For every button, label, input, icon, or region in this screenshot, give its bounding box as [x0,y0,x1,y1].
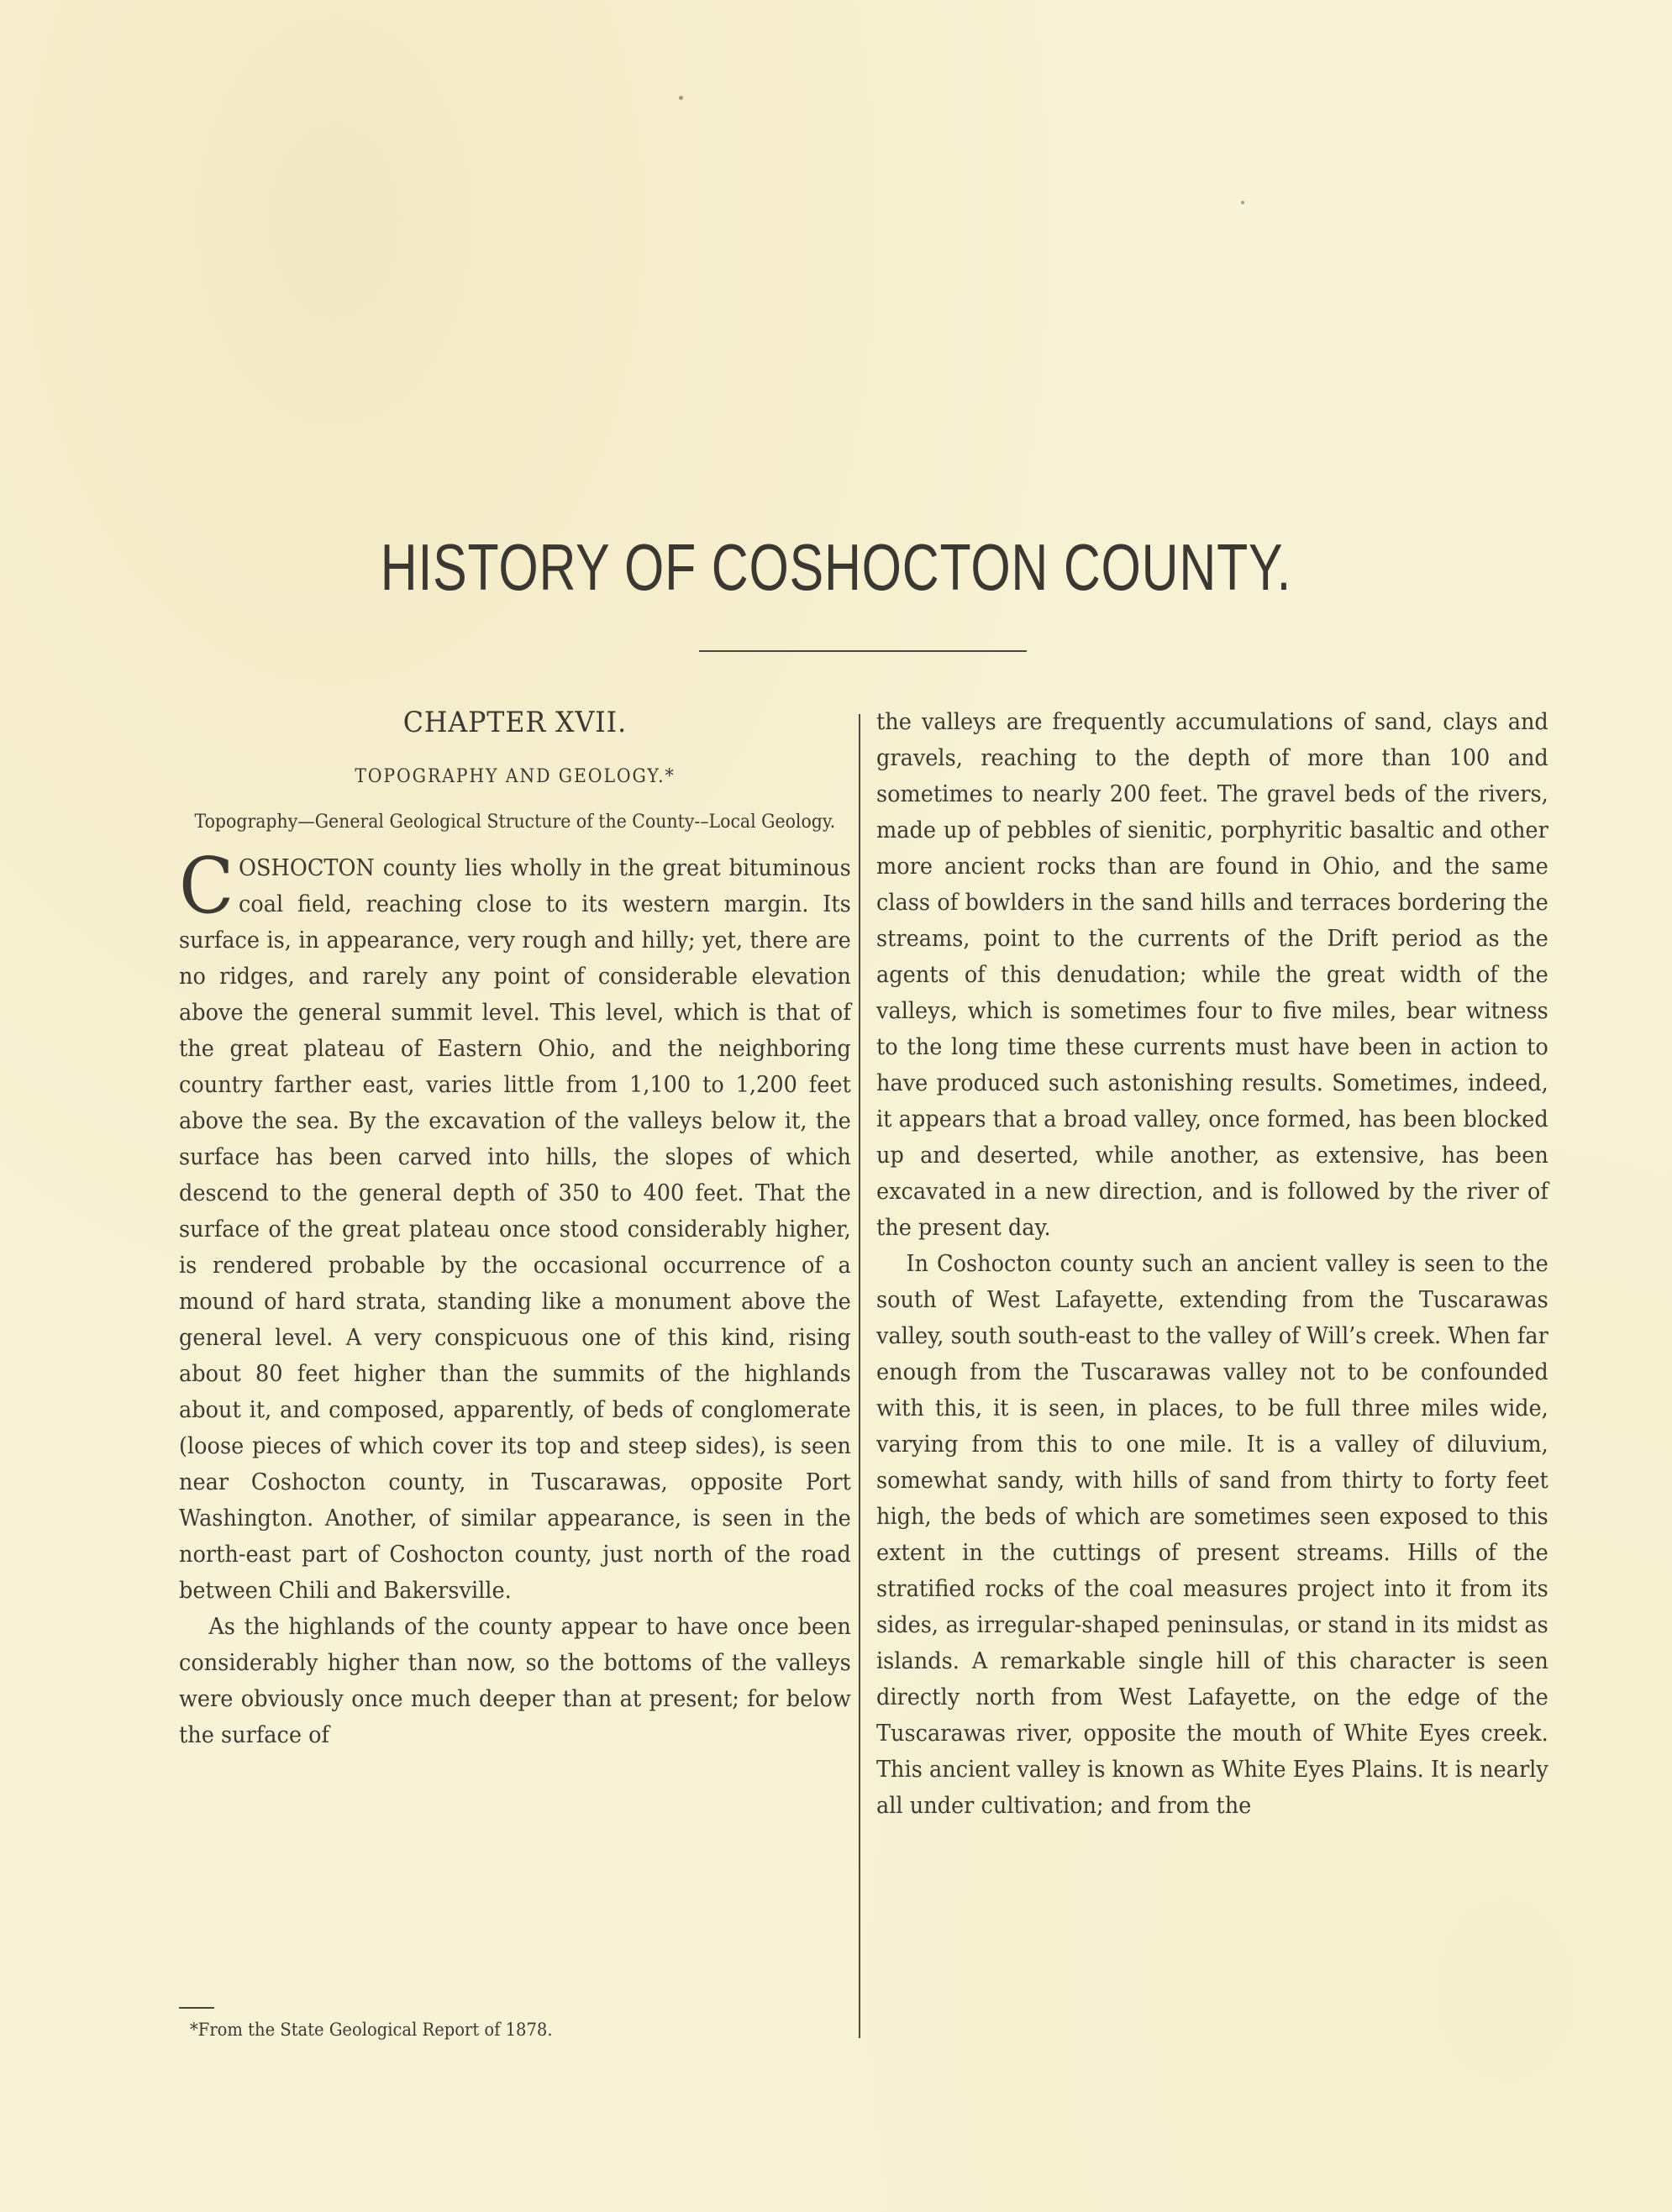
title-divider [699,650,1027,652]
paragraph [876,1246,1548,1824]
paragraph-text: the valleys are frequently accumulations of sand, clays and gravels, reaching to the depth of more than 100 and sometimes to nearly 200 feet. The gravel beds of the rivers, made up of pebbles of sienitic, porphyritic basaltic and other more ancient rocks than are found in Ohio, and the same class of bowlders in the sand hills and terraces bordering the streams, point to the currents of the Drift period as the agents of this denudation; while the great width of the valleys, which is sometimes four to five miles, bear witness to the long time these currents must have been in action to have produced such astonishing results. Sometimes, indeed, it appears that a broad valley, once formed, has been blocked up and deserted, while another, as extensive, has been excavated in a new direction, and is followed by the river of the present day. [876,708,1548,1241]
footnote: *From the State Geological Report of 1878. [190,2020,553,2040]
paragraph [876,704,1548,1246]
drop-cap: C [179,841,234,931]
paragraph-text: As the highlands of the county appear to have once been considerably higher than now, so the bottoms of the valleys were obviously once much deeper than at present; for below the surface of [179,1613,851,1748]
paragraph-text: county lies wholly in the great bituminous coal field, reaching close to its western margin. Its surface is, in appearance, very rough and hilly; yet, there are no ridges, and rarely any point of considerable elevation above the general summit level. This level, which is that of the great plateau of Eastern Ohio, and the neighboring country farther east, varies little from 1,100 to 1,200 feet above the sea. By the excavation of the valleys below it, the surface has been carved into hills, the slopes of which descend to the general depth of 350 to 400 feet. That the surface of the great plateau once stood considerably higher, is rendered probable by the occasional occurrence of a mound of hard strata, standing like a monument above the general level. A very conspicuous one of this kind, rising about 80 feet higher than the summits of the highlands about it, and composed, apparently, of beds of conglomerate (loose pieces of which cover its top and steep sides), is seen near Coshocton county, in Tuscarawas, opposite Port Washington. Another, of similar appearance, is seen in the north-east part of Coshocton county, just north of the road between Chili and Bakersville. [179,854,851,1604]
page-title: HISTORY OF COSHOCTON COUNTY. [380,530,1292,604]
chapter-synopsis: Topography—General Geological Structure of the County-–Local Geology. [194,812,836,833]
paragraph [179,841,851,1609]
left-column [179,704,851,1753]
chapter-heading: CHAPTER XVII. [402,706,628,739]
paper-speck [1241,201,1244,204]
section-title: TOPOGRAPHY AND GEOLOGY.* [355,766,676,787]
lead-caps: OSHOCTON [239,854,375,881]
paragraph [179,1609,851,1753]
paragraph-text: In Coshocton county such an ancient valley is seen to the south of West Lafayette, extending from the Tuscarawas valley, south south-east to the valley of Will’s creek. When far enough from the Tuscarawas valley not to be confounded with this, it is seen, in places, to be full three miles wide, varying from this to one mile. It is a valley of diluvium, somewhat sandy, with hills of sand from thirty to forty feet high, the beds of which are sometimes seen exposed to this extent in the cuttings of present streams. Hills of the stratified rocks of the coal measures project into it from its sides, as irregular-shaped peninsulas, or stand in its midst as islands. A remarkable single hill of this character is seen directly north from West Lafayette, on the edge of the Tuscarawas river, opposite the mouth of White Eyes creek. This ancient valley is known as White Eyes Plains. It is nearly all under cultivation; and from the [876,1250,1548,1819]
paper-speck [679,96,683,100]
column-divider [859,714,860,2038]
footnote-divider [179,2007,214,2009]
right-column [876,704,1548,1824]
